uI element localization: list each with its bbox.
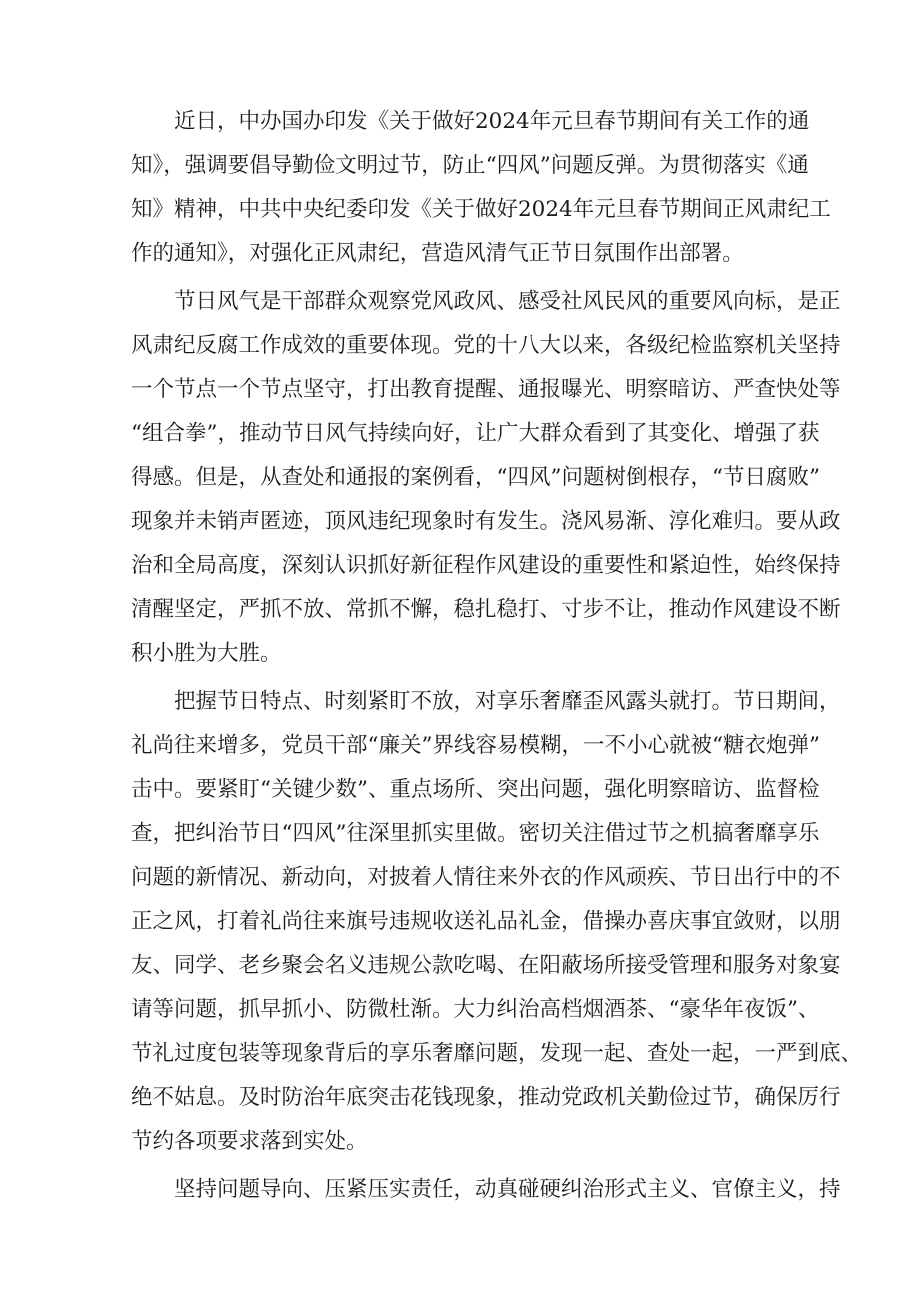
text-line: 现象并未销声匿迹，顶风违纪现象时有发生。浇风易渐、淳化难归。要从政 [131,509,841,534]
text-line: 清醒坚定，严抓不放、常抓不懈，稳扎稳打、寸步不让，推动作风建设不断 [131,597,841,622]
text-line: 作的通知》，对强化正风肃纪，营造风清气正节日氛围作出部署。 [131,241,744,266]
paragraph-3 [131,680,863,1164]
text-line: 绝不姑息。及时防治年底突击花钱现象，推动党政机关勤俭过节，确保厉行 [131,1085,841,1110]
text-line: “组合拳”，推动节日风气持续向好，让广大群众看到了其变化、增强了获 [131,421,820,446]
text-line: 节日风气是干部群众观察党风政风、感受社风民风的重要风向标，是正 [174,289,841,314]
text-line: 一个节点一个节点坚守，打出教育提醒、通报曝光、明察暗访、严查快处等 [131,377,841,402]
text-line: 知》，强调要倡导勤俭文明过节，防止“四风”问题反弹。为贯彻落实《通 [131,153,809,178]
text-line: 节礼过度包装等现象背后的享乐奢靡问题，发现一起、查处一起，一严到底、 [131,1041,863,1066]
text-line: 坚持问题导向、压紧压实责任，动真碰硬纠治形式主义、官僚主义，持 [174,1177,841,1202]
text-line: 得感。但是，从查处和通报的案例看，“四风”问题树倒根存，“节日腐败” [131,465,820,490]
text-line: 积小胜为大胜。 [131,641,282,666]
text-line: 友、同学、老乡聚会名义违规公款吃喝、在阳蔽场所接受管理和服务对象宴 [131,953,841,978]
text-line: 击中。要紧盯“关键少数”、重点场所、突出问题，强化明察暗访、监督检 [131,777,820,802]
text-line: 查，把纠治节日“四风”往深里抓实里做。密切关注借过节之机搞奢靡享乐 [131,821,820,846]
text-line: 请等问题，抓早抓小、防微杜渐。大力纠治高档烟酒茶、“豪华年夜饭”、 [131,997,820,1022]
paragraph-4 [131,1168,841,1212]
text-line: 节约各项要求落到实处。 [131,1129,368,1154]
text-line: 风肃纪反腐工作成效的重要体现。党的十八大以来，各级纪检监察机关坚持 [131,333,841,358]
text-line: 把握节日特点、时刻紧盯不放，对享乐奢靡歪风露头就打。节日期间， [174,689,841,714]
text-line: 治和全局高度，深刻认识抓好新征程作风建设的重要性和紧迫性，始终保持 [131,553,841,578]
document-body [131,100,863,1212]
text-line: 正之风，打着礼尚往来旗号违规收送礼品礼金，借操办喜庆事宜敛财，以朋 [131,909,841,934]
text-line: 礼尚往来增多，党员干部“廉关”界线容易模糊，一不小心就被“糖衣炮弹” [131,733,820,758]
paragraph-2 [131,280,841,676]
text-line: 问题的新情况、新动向，对披着人情往来外衣的作风顽疾、节日出行中的不 [131,865,841,890]
paragraph-1 [131,100,831,276]
text-line: 知》精神，中共中央纪委印发《关于做好2024年元旦春节期间正风肃纪工 [131,197,831,222]
text-line: 近日，中办国办印发《关于做好2024年元旦春节期间有关工作的通 [174,109,810,134]
